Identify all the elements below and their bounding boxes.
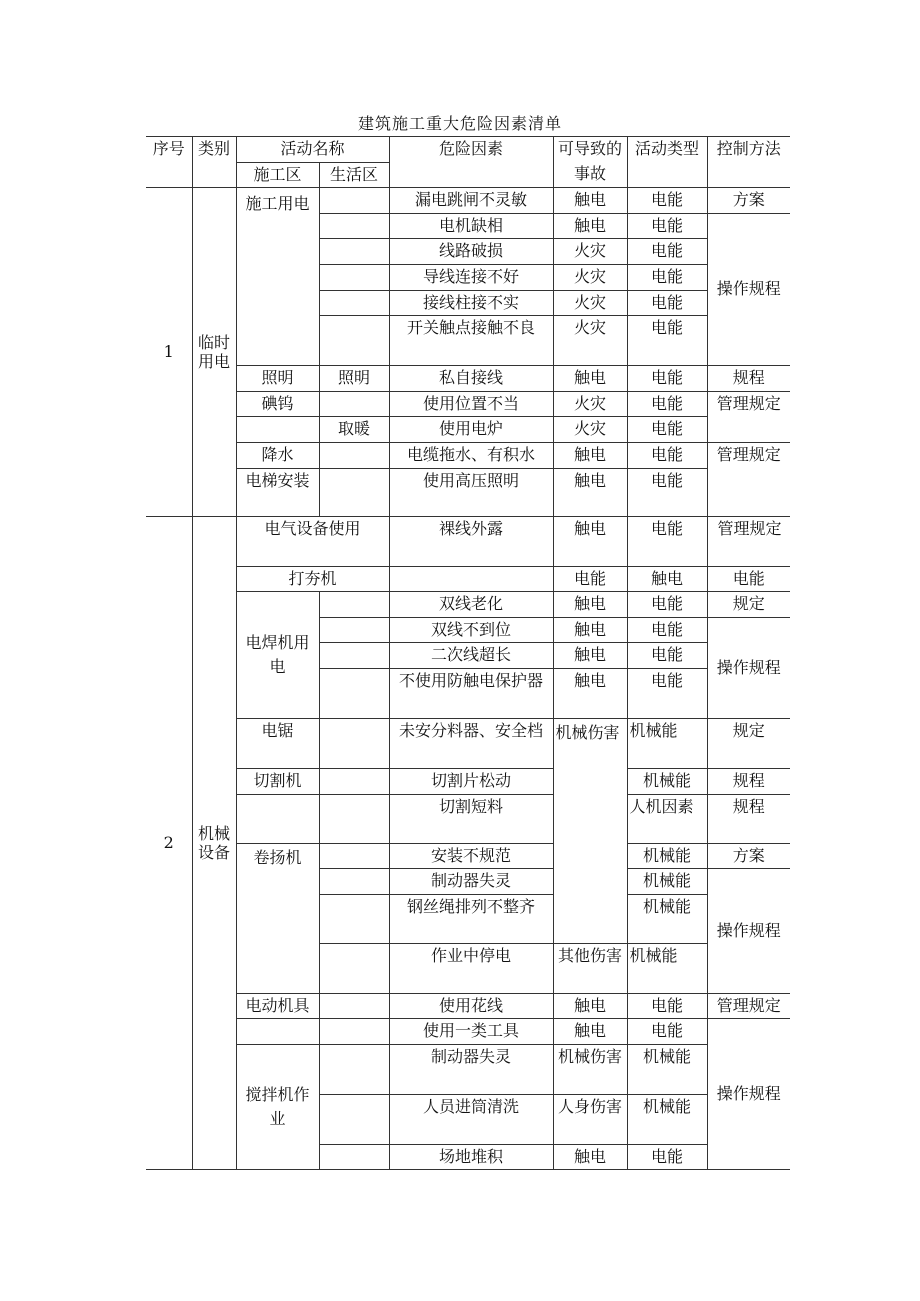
header-activity-type: 活动类型 — [627, 137, 707, 188]
hazard-cell: 钢丝绳排列不整齐 — [389, 894, 553, 943]
activity-cell — [236, 417, 319, 443]
type-cell: 机械能 — [627, 894, 707, 943]
hazard-cell: 裸线外露 — [389, 516, 553, 566]
hazard-cell: 不使用防触电保护器 — [389, 668, 553, 718]
seq-cell: 2 — [146, 516, 192, 1170]
category-cell: 临时用电 — [192, 188, 236, 516]
hazard-cell: 双线不到位 — [389, 617, 553, 643]
control-cell: 操作规程 — [707, 1019, 790, 1170]
type-cell: 电能 — [627, 592, 707, 618]
type-cell: 电能 — [627, 213, 707, 239]
hazard-cell: 导线连接不好 — [389, 264, 553, 290]
type-cell: 电能 — [627, 617, 707, 643]
type-cell: 机械能 — [627, 1094, 707, 1144]
accident-cell: 触电 — [553, 468, 627, 516]
accident-cell: 触电 — [553, 188, 627, 214]
type-cell: 机械能 — [627, 943, 707, 993]
hazard-cell — [389, 566, 553, 592]
activity-cell — [236, 1019, 319, 1045]
header-living-area: 生活区 — [319, 162, 389, 188]
hazard-cell: 使用电炉 — [389, 417, 553, 443]
hazard-cell: 线路破损 — [389, 239, 553, 265]
activity-cell: 电焊机用电 — [236, 592, 319, 719]
activity-cell: 降水 — [236, 442, 319, 468]
living-cell — [319, 290, 389, 316]
living-cell — [319, 993, 389, 1019]
living-cell — [319, 188, 389, 214]
accident-cell: 电能 — [553, 566, 627, 592]
control-cell: 电能 — [707, 566, 790, 592]
category-cell: 机械设备 — [192, 516, 236, 1170]
living-cell — [319, 869, 389, 895]
type-cell: 电能 — [627, 366, 707, 392]
accident-cell: 触电 — [553, 1019, 627, 1045]
activity-cell: 电锯 — [236, 718, 319, 768]
living-cell — [319, 592, 389, 618]
living-cell — [319, 843, 389, 869]
accident-cell: 火灾 — [553, 290, 627, 316]
hazard-cell: 使用高压照明 — [389, 468, 553, 516]
accident-cell: 人身伤害 — [553, 1094, 627, 1144]
header-hazard: 危险因素 — [389, 137, 553, 188]
activity-cell: 施工用电 — [236, 188, 319, 366]
hazard-cell: 人员进筒清洗 — [389, 1094, 553, 1144]
type-cell: 电能 — [627, 643, 707, 669]
type-cell: 电能 — [627, 316, 707, 366]
accident-cell: 火灾 — [553, 417, 627, 443]
hazard-cell: 开关触点接触不良 — [389, 316, 553, 366]
hazard-cell: 使用位置不当 — [389, 391, 553, 417]
control-cell: 规程 — [707, 768, 790, 794]
type-cell: 人机因素 — [627, 794, 707, 843]
hazard-cell: 制动器失灵 — [389, 1044, 553, 1094]
living-cell — [319, 391, 389, 417]
living-cell — [319, 1144, 389, 1170]
activity-cell — [236, 794, 319, 843]
accident-cell: 触电 — [553, 668, 627, 718]
accident-cell: 触电 — [553, 213, 627, 239]
activity-cell: 切割机 — [236, 768, 319, 794]
type-cell: 触电 — [627, 566, 707, 592]
activity-cell: 打夯机 — [236, 566, 389, 592]
hazard-cell: 私自接线 — [389, 366, 553, 392]
accident-cell: 触电 — [553, 516, 627, 566]
type-cell: 电能 — [627, 993, 707, 1019]
living-cell — [319, 239, 389, 265]
living-cell — [319, 768, 389, 794]
living-cell — [319, 894, 389, 943]
living-cell — [319, 468, 389, 516]
living-cell — [319, 1019, 389, 1045]
hazard-cell: 电缆拖水、有积水 — [389, 442, 553, 468]
seq-cell: 1 — [146, 188, 192, 516]
living-cell — [319, 794, 389, 843]
header-accident: 可导致的事故 — [553, 137, 627, 188]
hazard-cell: 双线老化 — [389, 592, 553, 618]
type-cell: 电能 — [627, 1019, 707, 1045]
hazard-cell: 使用花线 — [389, 993, 553, 1019]
accident-cell: 其他伤害 — [553, 943, 627, 993]
header-activity: 活动名称 — [236, 137, 389, 163]
type-cell: 电能 — [627, 516, 707, 566]
type-cell: 机械能 — [627, 1044, 707, 1094]
living-cell — [319, 718, 389, 768]
accident-cell: 触电 — [553, 1144, 627, 1170]
control-cell: 规定 — [707, 718, 790, 768]
control-cell: 操作规程 — [707, 869, 790, 994]
living-cell: 取暖 — [319, 417, 389, 443]
living-cell — [319, 213, 389, 239]
activity-cell: 电梯安装 — [236, 468, 319, 516]
header-construction-area: 施工区 — [236, 162, 319, 188]
type-cell: 机械能 — [627, 768, 707, 794]
hazard-cell: 切割短料 — [389, 794, 553, 843]
accident-cell: 触电 — [553, 442, 627, 468]
hazard-cell: 切割片松动 — [389, 768, 553, 794]
activity-cell: 电动机具 — [236, 993, 319, 1019]
accident-cell: 火灾 — [553, 264, 627, 290]
type-cell: 电能 — [627, 668, 707, 718]
living-cell — [319, 943, 389, 993]
type-cell: 电能 — [627, 468, 707, 516]
accident-cell: 触电 — [553, 643, 627, 669]
accident-cell: 触电 — [553, 993, 627, 1019]
type-cell: 电能 — [627, 391, 707, 417]
control-cell: 规程 — [707, 366, 790, 392]
control-cell: 管理规定 — [707, 391, 790, 442]
hazard-cell: 作业中停电 — [389, 943, 553, 993]
activity-cell: 碘钨 — [236, 391, 319, 417]
type-cell: 电能 — [627, 264, 707, 290]
hazard-cell: 使用一类工具 — [389, 1019, 553, 1045]
activity-cell: 照明 — [236, 366, 319, 392]
hazard-cell: 安装不规范 — [389, 843, 553, 869]
accident-cell: 火灾 — [553, 316, 627, 366]
type-cell: 电能 — [627, 239, 707, 265]
control-cell: 规定 — [707, 592, 790, 618]
control-cell: 管理规定 — [707, 516, 790, 566]
type-cell: 电能 — [627, 442, 707, 468]
living-cell — [319, 617, 389, 643]
accident-cell: 机械伤害 — [553, 718, 627, 943]
accident-cell: 触电 — [553, 617, 627, 643]
type-cell: 电能 — [627, 188, 707, 214]
living-cell — [319, 316, 389, 366]
control-cell: 操作规程 — [707, 213, 790, 365]
activity-cell: 电气设备使用 — [236, 516, 389, 566]
hazard-cell: 未安分料器、安全档 — [389, 718, 553, 768]
accident-cell: 火灾 — [553, 239, 627, 265]
living-cell: 照明 — [319, 366, 389, 392]
hazard-cell: 场地堆积 — [389, 1144, 553, 1170]
type-cell: 机械能 — [627, 843, 707, 869]
header-seq: 序号 — [146, 137, 192, 188]
control-cell: 方案 — [707, 843, 790, 869]
living-cell — [319, 1044, 389, 1094]
header-control: 控制方法 — [707, 137, 790, 188]
accident-cell: 机械伤害 — [553, 1044, 627, 1094]
activity-cell: 卷扬机 — [236, 843, 319, 993]
type-cell: 电能 — [627, 290, 707, 316]
living-cell — [319, 668, 389, 718]
control-cell: 管理规定 — [707, 993, 790, 1019]
type-cell: 电能 — [627, 417, 707, 443]
accident-cell: 触电 — [553, 366, 627, 392]
type-cell: 电能 — [627, 1144, 707, 1170]
type-cell: 机械能 — [627, 718, 707, 768]
hazard-cell: 漏电跳闸不灵敏 — [389, 188, 553, 214]
hazard-table — [146, 136, 790, 1170]
hazard-cell: 电机缺相 — [389, 213, 553, 239]
control-cell: 规程 — [707, 794, 790, 843]
living-cell — [319, 264, 389, 290]
activity-cell: 搅拌机作业 — [236, 1044, 319, 1170]
control-cell: 方案 — [707, 188, 790, 214]
type-cell: 机械能 — [627, 869, 707, 895]
control-cell: 管理规定 — [707, 442, 790, 516]
hazard-cell: 接线柱接不实 — [389, 290, 553, 316]
hazard-cell: 制动器失灵 — [389, 869, 553, 895]
living-cell — [319, 643, 389, 669]
header-category: 类别 — [192, 137, 236, 188]
control-cell: 操作规程 — [707, 617, 790, 718]
living-cell — [319, 1094, 389, 1144]
document-title: 建筑施工重大危险因素清单 — [357, 114, 562, 133]
living-cell — [319, 442, 389, 468]
hazard-cell: 二次线超长 — [389, 643, 553, 669]
accident-cell: 火灾 — [553, 391, 627, 417]
accident-cell: 触电 — [553, 592, 627, 618]
